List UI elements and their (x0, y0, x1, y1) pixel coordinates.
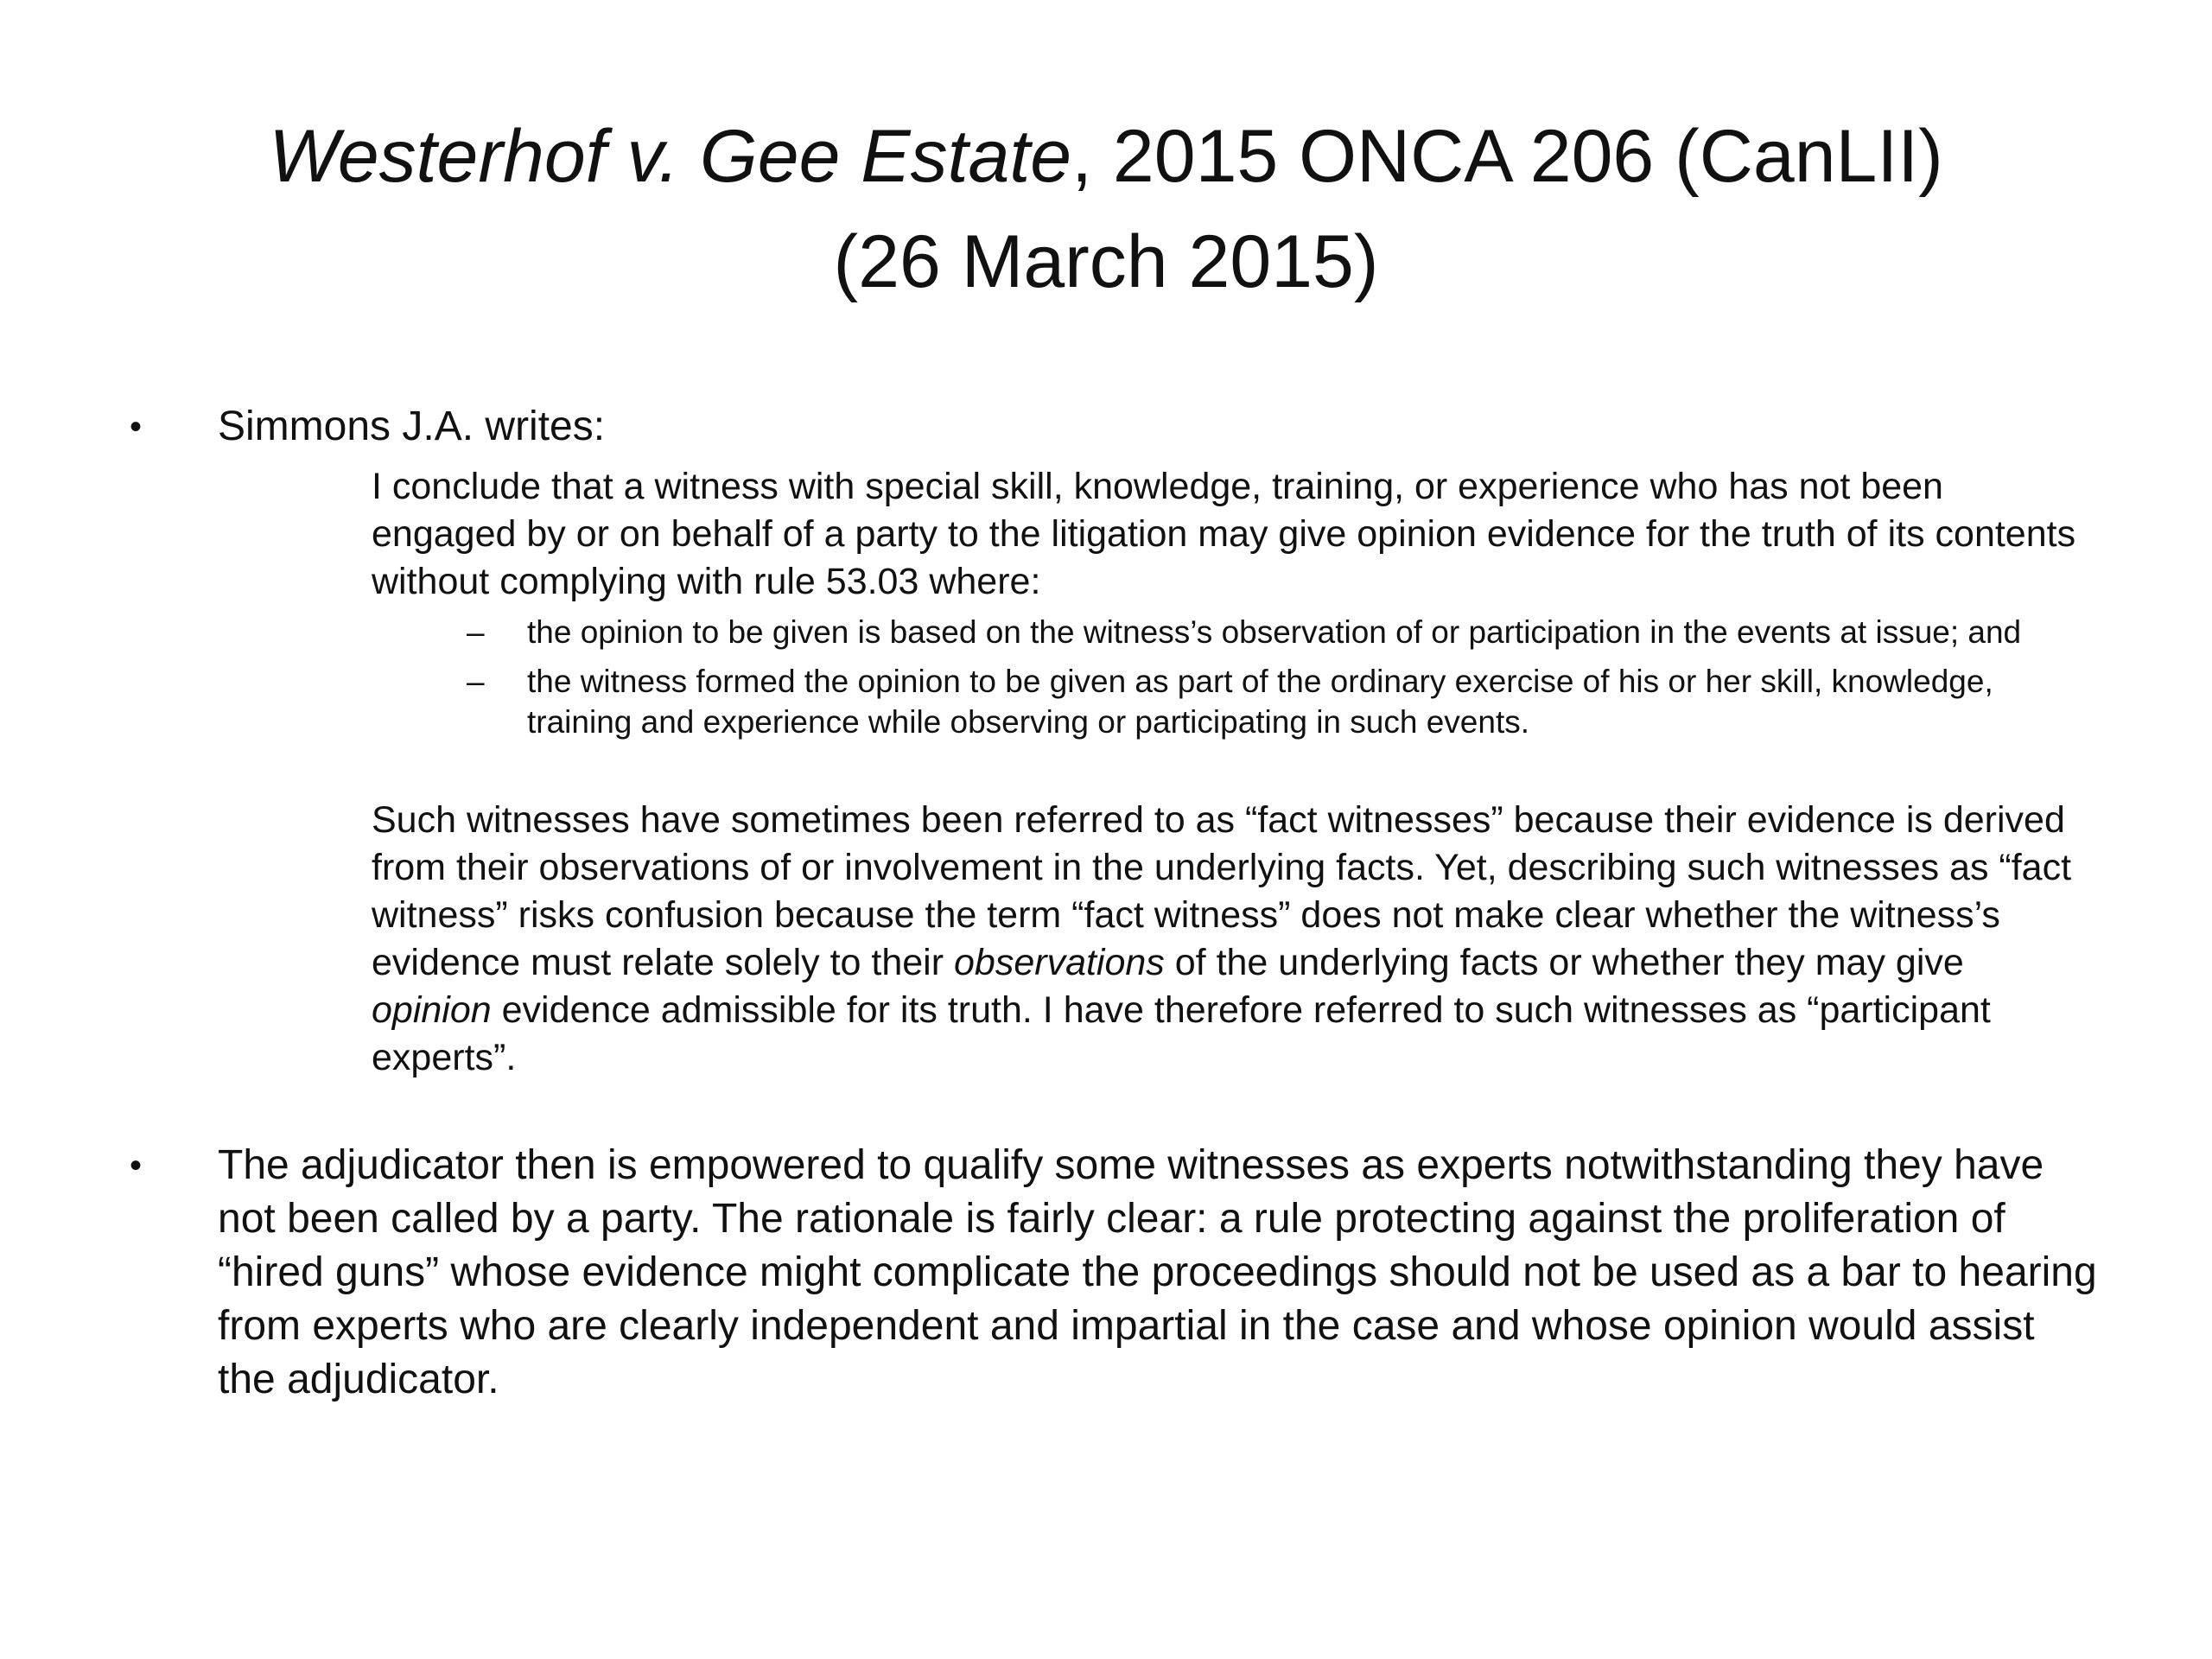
dash-marker: – (467, 664, 485, 699)
slide-title (138, 104, 2074, 315)
quote-conditions-list (467, 612, 2091, 751)
title-line-1 (138, 104, 2074, 209)
bullet-row (130, 399, 2100, 454)
bullet-marker: • (130, 1147, 143, 1185)
quote-emphasis-opinion: opinion (372, 989, 492, 1031)
list-item-text: the opinion to be given is based on the witness’s observation of or participation in the events at issue; and (527, 614, 2022, 650)
bullet-simmons (130, 399, 2100, 454)
quote-text-part-2: of the underlying facts or whether they may give (1164, 942, 1964, 983)
bullet-adjudicator (130, 1139, 2100, 1407)
list-item-text: the witness formed the opinion to be given as part of the ordinary exercise of his or her skill, knowledge, training and experience while observing or participating in such events. (527, 664, 1993, 740)
case-citation: , 2015 ONCA 206 (CanLII) (1071, 115, 1943, 198)
quote-paragraph (372, 797, 2091, 1082)
quote-emphasis-observations: observations (954, 942, 1165, 983)
list-item (467, 661, 2091, 742)
dash-marker: – (467, 614, 485, 650)
quote-intro: I conclude that a witness with special skill, knowledge, training, or experience who has not been engaged by or on behalf of a party to the litigation may give opinion evidence for the truth of its contents without complying with rule 53.03 where: (372, 466, 2076, 602)
case-date: (26 March 2015) (833, 220, 1379, 303)
list-item (467, 612, 2091, 652)
bullet-text: The adjudicator then is empowered to qualify some witnesses as experts notwithstanding they have not been called by a party. The rationale is fairly clear: a rule protecting against the proliferation of “hired guns” whose evidence might complicate the proceedings should not be used as a bar to hearing from experts who are clearly independent and impartial in the case and whose opinion would assist the adjudicator. (218, 1142, 2097, 1402)
case-name: Westerhof v. Gee Estate (269, 115, 1072, 198)
quote-text-part-3: evidence admissible for its truth. I have therefore referred to such witnesses as “participant experts”. (372, 989, 1991, 1078)
bullet-text: Simmons J.A. writes: (218, 404, 606, 449)
bullet-row (130, 1139, 2100, 1407)
quote-text-part-1: Such witnesses have sometimes been referred to as “fact witnesses” because their evidence is derived from their observations of or involvement in the underlying facts. Yet, describing such witnesses as “fact witness” risks confusion because the term “fact witness” does not make clear whether the witness’s evidence must relate solely to their (372, 799, 2072, 983)
bullet-marker: • (130, 408, 143, 446)
